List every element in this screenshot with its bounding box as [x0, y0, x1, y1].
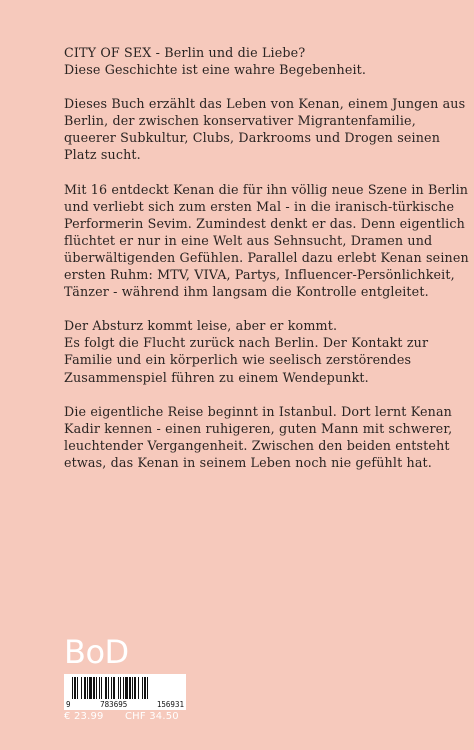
paragraph-intro	[64, 44, 420, 78]
text-line: Performerin Sevim. Zumindest denkt er das. Denn eigentlich	[64, 215, 465, 231]
barcode-digits	[66, 700, 184, 709]
barcode-digit-group: 783695	[100, 700, 128, 709]
barcode-bar	[120, 677, 121, 699]
barcode-bar	[96, 677, 97, 699]
text-line: und verliebt sich zum ersten Mal - in die iranisch-türkische	[64, 198, 455, 214]
text-line: Die eigentliche Reise beginnt in Istanbul. Dort lernt Kenan	[64, 403, 453, 419]
barcode-bar	[77, 677, 78, 699]
text-line: Mit 16 entdeckt Kenan die für ihn völlig neue Szene in Berlin	[64, 181, 469, 197]
text-line: Familie und ein körperlich wie seelisch zerstörendes	[64, 352, 412, 368]
barcode-bar	[99, 677, 100, 699]
text-line: Diese Geschichte ist eine wahre Begebenheit.	[64, 62, 367, 78]
barcode-bar	[84, 677, 86, 699]
text-line: queerer Subkultur, Clubs, Darkrooms und Drogen seinen	[64, 130, 441, 146]
text-line: Tänzer - während ihm langsam die Kontrolle entgleitet.	[64, 284, 429, 300]
paragraph-journey	[64, 403, 453, 471]
text-line: Kadir kennen - einen ruhigeren, guten Mann mit schwerer,	[64, 420, 453, 436]
price-chf: CHF 34.50	[124, 711, 179, 722]
text-line: überwältigenden Gefühlen. Parallel dazu erlebt Kenan seinen	[64, 249, 469, 265]
barcode-bar	[129, 677, 131, 699]
barcode-digit-group: 156931	[156, 700, 184, 709]
text-line: Dieses Buch erzählt das Leben von Kenan, einem Jungen aus	[64, 96, 466, 112]
barcode-bar	[105, 677, 107, 699]
barcode-bar	[147, 677, 148, 699]
paragraph-summary	[64, 95, 466, 163]
barcode-bar	[123, 677, 124, 699]
barcode-bar	[108, 677, 109, 699]
price-line	[64, 711, 179, 722]
barcode-bar	[132, 677, 133, 699]
barcode-bar	[134, 677, 136, 699]
barcode-bar	[101, 677, 102, 699]
barcode-bar	[142, 677, 143, 699]
text-line: Der Absturz kommt leise, aber er kommt.	[64, 318, 338, 334]
barcode	[64, 674, 186, 710]
text-line: Es folgt die Flucht zurück nach Berlin. Der Kontakt zur	[64, 335, 429, 351]
barcode-bar	[138, 677, 139, 699]
blurb-text	[64, 44, 469, 488]
barcode-bar	[118, 677, 119, 699]
barcode-bar	[89, 677, 92, 699]
paragraph-downfall	[64, 317, 429, 385]
barcode-bar	[125, 677, 128, 699]
text-line: Platz sucht.	[64, 147, 141, 163]
barcode-bar	[144, 677, 146, 699]
text-line: CITY OF SEX - Berlin und die Liebe?	[64, 45, 306, 60]
text-line: etwas, das Kenan in seinem Leben noch nie gefühlt hat.	[64, 454, 432, 470]
barcode-bar	[72, 677, 73, 699]
text-line: Berlin, der zwischen konservativer Migrantenfamilie,	[64, 113, 416, 129]
barcode-bar	[87, 677, 88, 699]
barcode-digit-group: 9	[66, 700, 71, 709]
publisher-logo: BoD	[64, 633, 129, 671]
text-line: leuchtender Vergangenheit. Zwischen den beiden entsteht	[64, 437, 450, 453]
barcode-bar	[111, 677, 112, 699]
text-line: ersten Ruhm: MTV, VIVA, Partys, Influencer-Persönlichkeit,	[64, 267, 455, 283]
barcode-bar	[113, 677, 115, 699]
barcode-bar	[74, 677, 76, 699]
text-line: flüchtet er nur in eine Welt aus Sehnsucht, Dramen und	[64, 232, 433, 248]
barcode-bar	[93, 677, 95, 699]
price-eur: € 23.99	[64, 711, 104, 722]
barcode-bars	[64, 674, 186, 702]
barcode-bar	[81, 677, 82, 699]
paragraph-story	[64, 181, 469, 301]
text-line: Zusammenspiel führen zu einem Wendepunkt.	[64, 369, 369, 385]
